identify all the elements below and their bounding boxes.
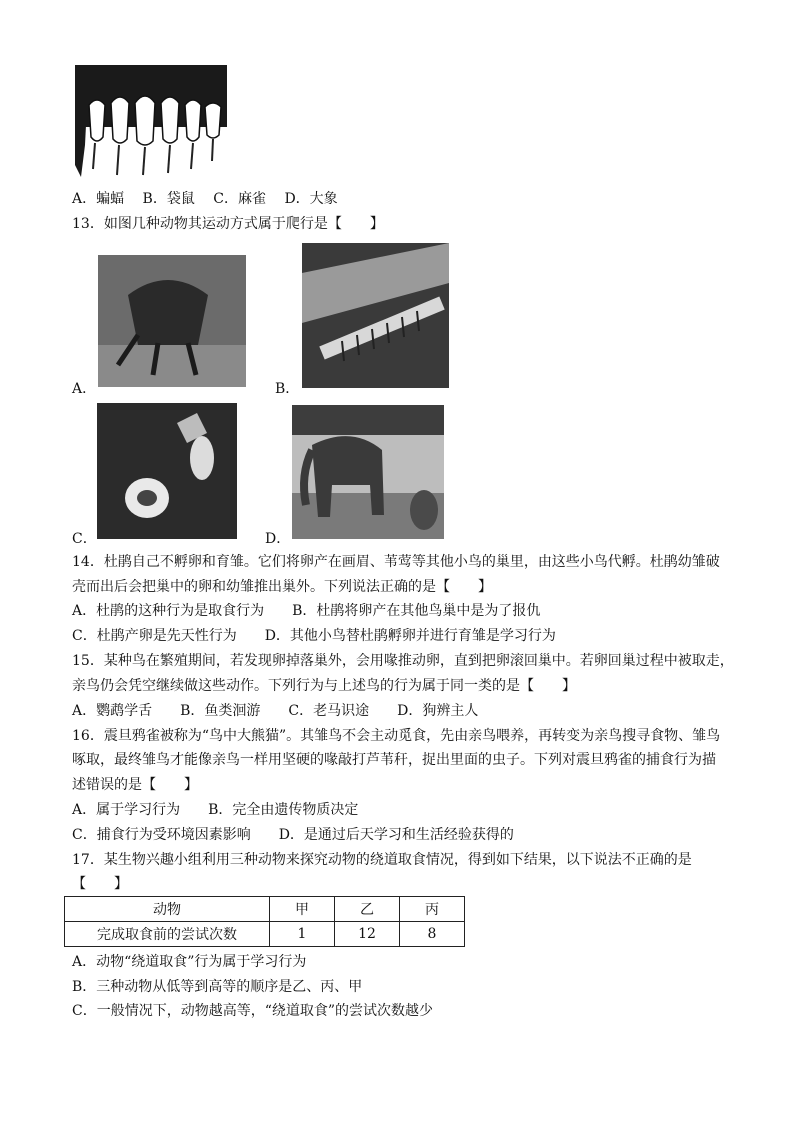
q16-option-cd: C．捕食行为受环境因素影响 D．是通过后天学习和生活经验获得的 xyxy=(72,827,514,843)
q14-option-ab: A．杜鹃的这种行为是取食行为 B．杜鹃将卵产在其他鸟巢中是为了报仇 xyxy=(72,603,541,619)
penguin-photo xyxy=(97,403,237,539)
q15-options: A．鹦鹉学舌 B．鱼类洄游 C．老马识途 D．狗辨主人 xyxy=(72,703,479,719)
table-row xyxy=(65,922,465,947)
table-header-jia: 甲 xyxy=(270,897,335,922)
q13-label-a: A． xyxy=(72,381,97,397)
q17-bracket: 【 】 xyxy=(72,876,128,892)
table-header-row xyxy=(65,897,465,922)
q16-line-1: 16．震旦鸦雀被称为“鸟中大熊猫”。其雏鸟不会主动觅食，先由亲鸟喂养，再转变为亲鸟搜寻食物、雏鸟 xyxy=(72,728,721,744)
q14-option-cd: C．杜鹃产卵是先天性行为 D．其他小鸟替杜鹃孵卵并进行育雏是学习行为 xyxy=(72,628,556,644)
table-cell-yi: 12 xyxy=(335,922,400,947)
bat-image xyxy=(98,255,246,387)
table-cell-jia: 1 xyxy=(270,922,335,947)
q13-label-d: D． xyxy=(265,531,291,547)
snake-image xyxy=(302,243,449,388)
penguin-image xyxy=(97,403,237,539)
table-cell-label: 完成取食前的尝试次数 xyxy=(65,922,270,947)
table-header-bing: 丙 xyxy=(400,897,465,922)
q15-line-1: 15．某种鸟在繁殖期间，若发现卵掉落巢外，会用喙推动卵，直到把卵滚回巢中。若卵回巢过程中被取走， xyxy=(72,653,734,669)
snake-photo xyxy=(302,243,449,388)
q17-table xyxy=(64,896,465,947)
q16-option-ab: A．属于学习行为 B．完全由遗传物质决定 xyxy=(72,802,359,818)
table-header-yi: 乙 xyxy=(335,897,400,922)
bat-photo xyxy=(98,255,246,387)
elephant-photo xyxy=(292,405,444,539)
table-cell-bing: 8 xyxy=(400,922,465,947)
teeth-image xyxy=(75,65,227,177)
q12-options: A．蝙蝠 B．袋鼠 C．麻雀 D．大象 xyxy=(72,191,338,207)
q16-line-2: 啄取，最终雏鸟才能像亲鸟一样用坚硬的喙敲打芦苇秆，捉出里面的虫子。下列对震旦鸦雀的捕食行为描 xyxy=(72,752,716,768)
elephant-image xyxy=(292,405,444,539)
q17-option-c: C．一般情况下，动物越高等，“绕道取食”的尝试次数越少 xyxy=(72,1003,434,1019)
q13-label-b: B． xyxy=(275,381,300,397)
q17-option-a: A．动物“绕道取食”行为属于学习行为 xyxy=(72,954,307,970)
teeth-illustration xyxy=(75,65,227,177)
q13-stem: 13．如图几种动物其运动方式属于爬行是【 】 xyxy=(72,216,384,232)
q14-line-1: 14．杜鹃自己不孵卵和育雏。它们将卵产在画眉、苇莺等其他小鸟的巢里，由这些小鸟代孵。杜鹃幼雏破 xyxy=(72,554,720,570)
q14-line-2: 壳而出后会把巢中的卵和幼雏推出巢外。下列说法正确的是【 】 xyxy=(72,579,492,595)
q17-option-b: B．三种动物从低等到高等的顺序是乙、丙、甲 xyxy=(72,979,363,995)
q15-line-2: 亲鸟仍会凭空继续做这些动作。下列行为与上述鸟的行为属于同一类的是【 】 xyxy=(72,678,576,694)
table-header-animal: 动物 xyxy=(65,897,270,922)
q17-stem: 17．某生物兴趣小组利用三种动物来探究动物的绕道取食情况，得到如下结果，以下说法不正确的是 xyxy=(72,852,692,868)
q13-label-c: C． xyxy=(72,531,97,547)
q16-line-3: 述错误的是【 】 xyxy=(72,777,198,793)
